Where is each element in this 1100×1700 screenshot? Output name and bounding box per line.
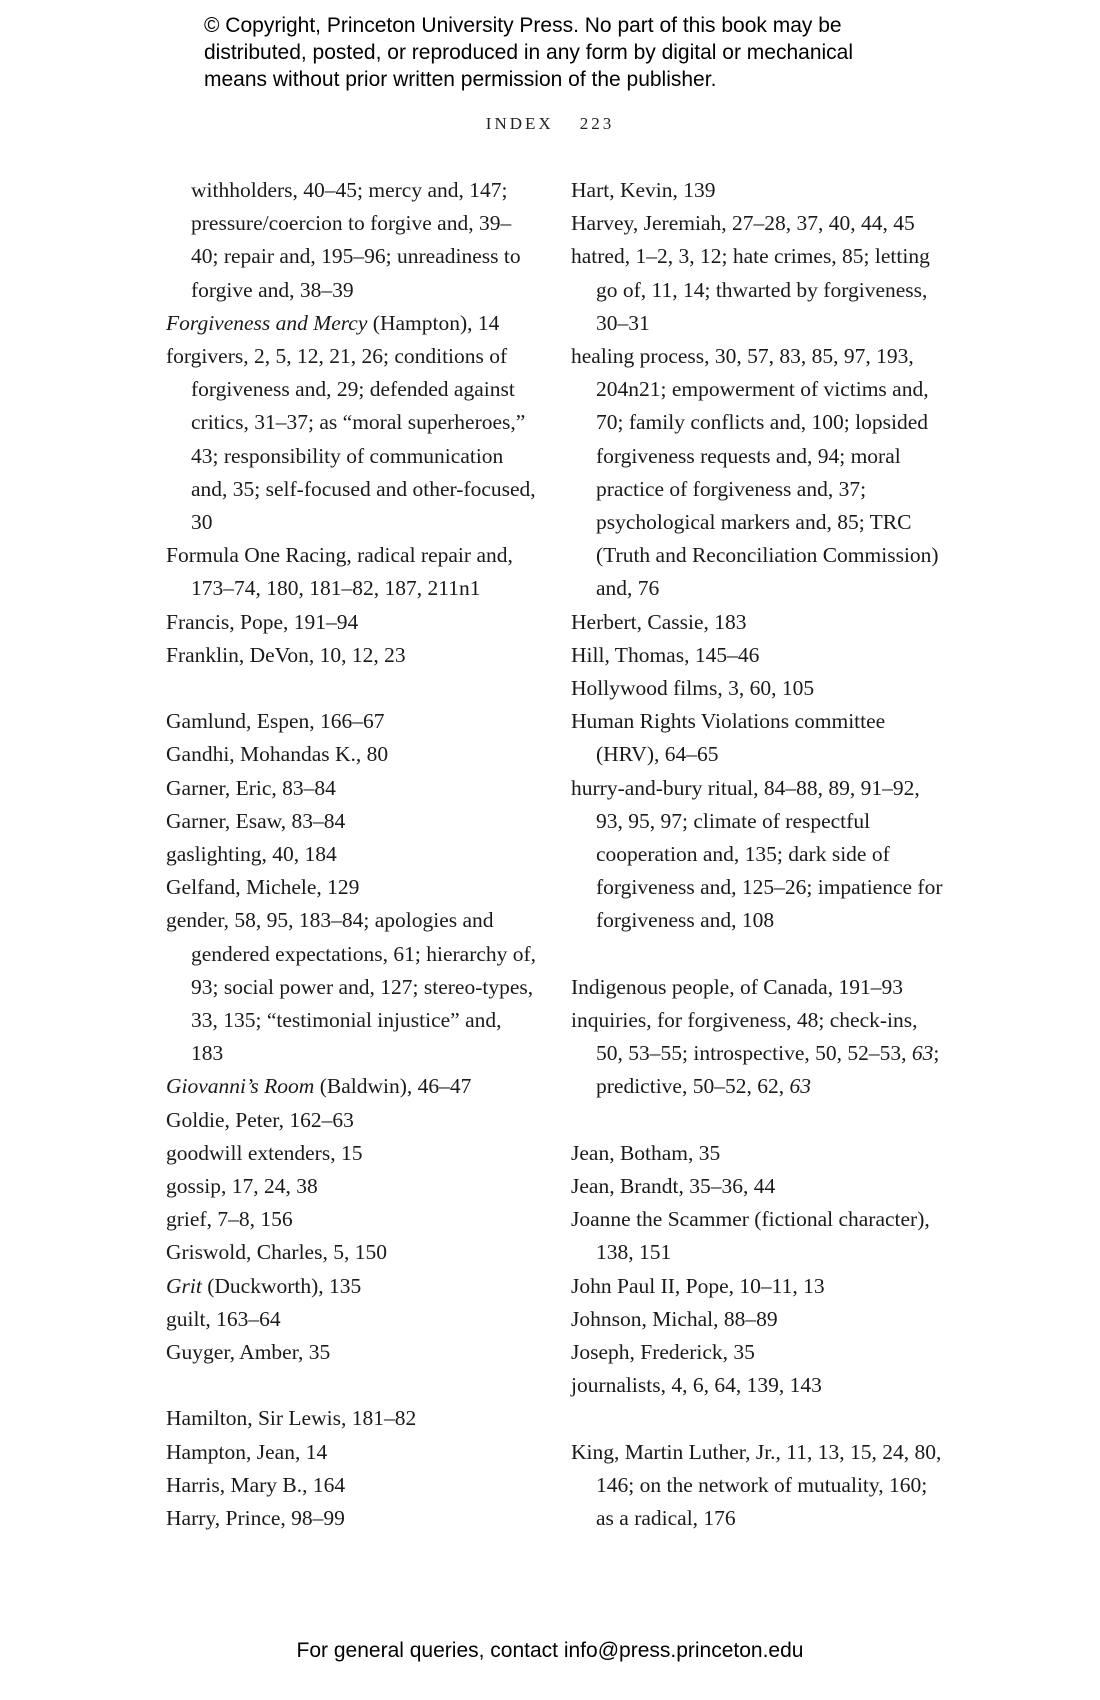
index-entry: Grit (Duckworth), 135 <box>166 1273 362 1298</box>
index-entry: journalists, 4, 6, 64, 139, 143 <box>571 1373 822 1398</box>
index-entry: Harris, Mary B., 164 <box>166 1472 346 1497</box>
index-entry: Joanne the Scammer (fictional character), 138, 151 <box>571 1207 930 1265</box>
letter-group-gap <box>571 938 943 971</box>
running-head-label: INDEX <box>485 114 554 133</box>
letter-group-gap <box>571 1104 943 1137</box>
index-entry: Hart, Kevin, 139 <box>571 178 716 202</box>
index-entry: Human Rights Violations committee (HRV), 64–65 <box>571 709 886 767</box>
index-entry: King, Martin Luther, Jr., 11, 13, 15, 24, 80, 146; on the network of mutuality, 160; as a radical, 176 <box>571 1439 942 1531</box>
index-column-right <box>571 174 943 1535</box>
index-entry: forgivers, 2, 5, 12, 21, 26; conditions of forgiveness and, 29; defended against critics, 31–37; as “moral superheroes,” 43; responsibility of communication and, 35; self-focused and other-focused, 30 <box>166 344 536 535</box>
index-entry: grief, 7–8, 156 <box>166 1207 293 1232</box>
page-number: 223 <box>579 114 615 133</box>
index-entry: Franklin, DeVon, 10, 12, 23 <box>166 642 406 667</box>
index-entry: Hill, Thomas, 145–46 <box>571 642 760 667</box>
letter-group-gap <box>166 672 538 705</box>
index-entry: Harry, Prince, 98–99 <box>166 1506 345 1531</box>
index-entry: Herbert, Cassie, 183 <box>571 609 747 634</box>
index-entry: withholders, 40–45; mercy and, 147; pressure/coercion to forgive and, 39–40; repair and, 195–96; unreadiness to forgive and, 38–39 <box>191 178 521 302</box>
index-entry: Garner, Eric, 83–84 <box>166 775 336 800</box>
index-entry: gaslighting, 40, 184 <box>166 842 337 867</box>
index-column-left <box>166 174 538 1535</box>
index-entry: Gandhi, Mohandas K., 80 <box>166 742 389 767</box>
letter-group-gap <box>571 1402 943 1435</box>
index-entry: inquiries, for forgiveness, 48; check-ins, 50, 53–55; introspective, 50, 52–53, 63; predictive, 50–52, 62, 63 <box>571 1008 940 1099</box>
index-entry: Harvey, Jeremiah, 27–28, 37, 40, 44, 45 <box>571 211 915 236</box>
index-entry: Goldie, Peter, 162–63 <box>166 1107 354 1132</box>
index-entry: Gelfand, Michele, 129 <box>166 875 360 900</box>
italic-page-ref: 63 <box>911 1041 934 1066</box>
index-entry: guilt, 163–64 <box>166 1306 281 1331</box>
index-entry: Hampton, Jean, 14 <box>166 1439 328 1464</box>
letter-group-gap <box>166 1369 538 1402</box>
index-entry: Giovanni’s Room (Baldwin), 46–47 <box>166 1074 472 1099</box>
index-entry: healing process, 30, 57, 83, 85, 97, 193, 204n21; empowerment of victims and, 70; family conflicts and, 100; lopsided forgiveness requests and, 94; moral practice of forgiveness and, 37; psychological markers and, 85; TRC (Truth and Reconciliation Commission) and, 76 <box>571 344 939 601</box>
copyright-line: © Copyright, Princeton University Press. No part of this book may be <box>204 14 842 37</box>
copyright-line: distributed, posted, or reproduced in any form by digital or mechanical <box>204 41 854 64</box>
index-entry: Hamilton, Sir Lewis, 181–82 <box>166 1406 417 1431</box>
index-entry: Gamlund, Espen, 166–67 <box>166 709 385 734</box>
footer-contact: For general queries, contact info@press.princeton.edu <box>296 1639 804 1662</box>
index-entry: Johnson, Michal, 88–89 <box>571 1306 778 1331</box>
index-entry: Hollywood films, 3, 60, 105 <box>571 676 815 701</box>
index-entry: Francis, Pope, 191–94 <box>166 609 359 634</box>
index-entry: gossip, 17, 24, 38 <box>166 1174 318 1199</box>
index-entry: gender, 58, 95, 183–84; apologies and gendered expectations, 61; hierarchy of, 93; social power and, 127; stereo-types, 33, 135; “testimonial injustice” and, 183 <box>166 908 537 1066</box>
index-entry: Jean, Brandt, 35–36, 44 <box>571 1174 776 1199</box>
book-title: Giovanni’s Room <box>166 1074 315 1099</box>
copyright-notice <box>204 12 924 93</box>
running-head <box>0 114 1100 134</box>
index-entry: Indigenous people, of Canada, 191–93 <box>571 974 903 999</box>
italic-page-ref: 63 <box>789 1074 811 1099</box>
book-title: Grit <box>166 1273 202 1298</box>
index-entry: hatred, 1–2, 3, 12; hate crimes, 85; letting go of, 11, 14; thwarted by forgiveness, 30–31 <box>571 244 930 335</box>
index-entry: Griswold, Charles, 5, 150 <box>166 1240 387 1265</box>
index-entry: Forgiveness and Mercy (Hampton), 14 <box>166 310 500 335</box>
index-entry: Guyger, Amber, 35 <box>166 1340 331 1365</box>
copyright-line: means without prior written permission of the publisher. <box>204 68 717 91</box>
index-entry: Formula One Racing, radical repair and, 173–74, 180, 181–82, 187, 211n1 <box>166 543 513 601</box>
index-entry: Garner, Esaw, 83–84 <box>166 808 346 833</box>
index-entry: Jean, Botham, 35 <box>571 1140 721 1165</box>
index-entry: hurry-and-bury ritual, 84–88, 89, 91–92, 93, 95, 97; climate of respectful cooperation and, 135; dark side of forgiveness and, 125–26; impatience for forgiveness and, 108 <box>571 775 943 933</box>
index-entry: Joseph, Frederick, 35 <box>571 1340 755 1365</box>
index-entry: goodwill extenders, 15 <box>166 1140 363 1165</box>
book-title: Forgiveness and Mercy <box>166 310 368 335</box>
index-entry: John Paul II, Pope, 10–11, 13 <box>571 1273 825 1298</box>
